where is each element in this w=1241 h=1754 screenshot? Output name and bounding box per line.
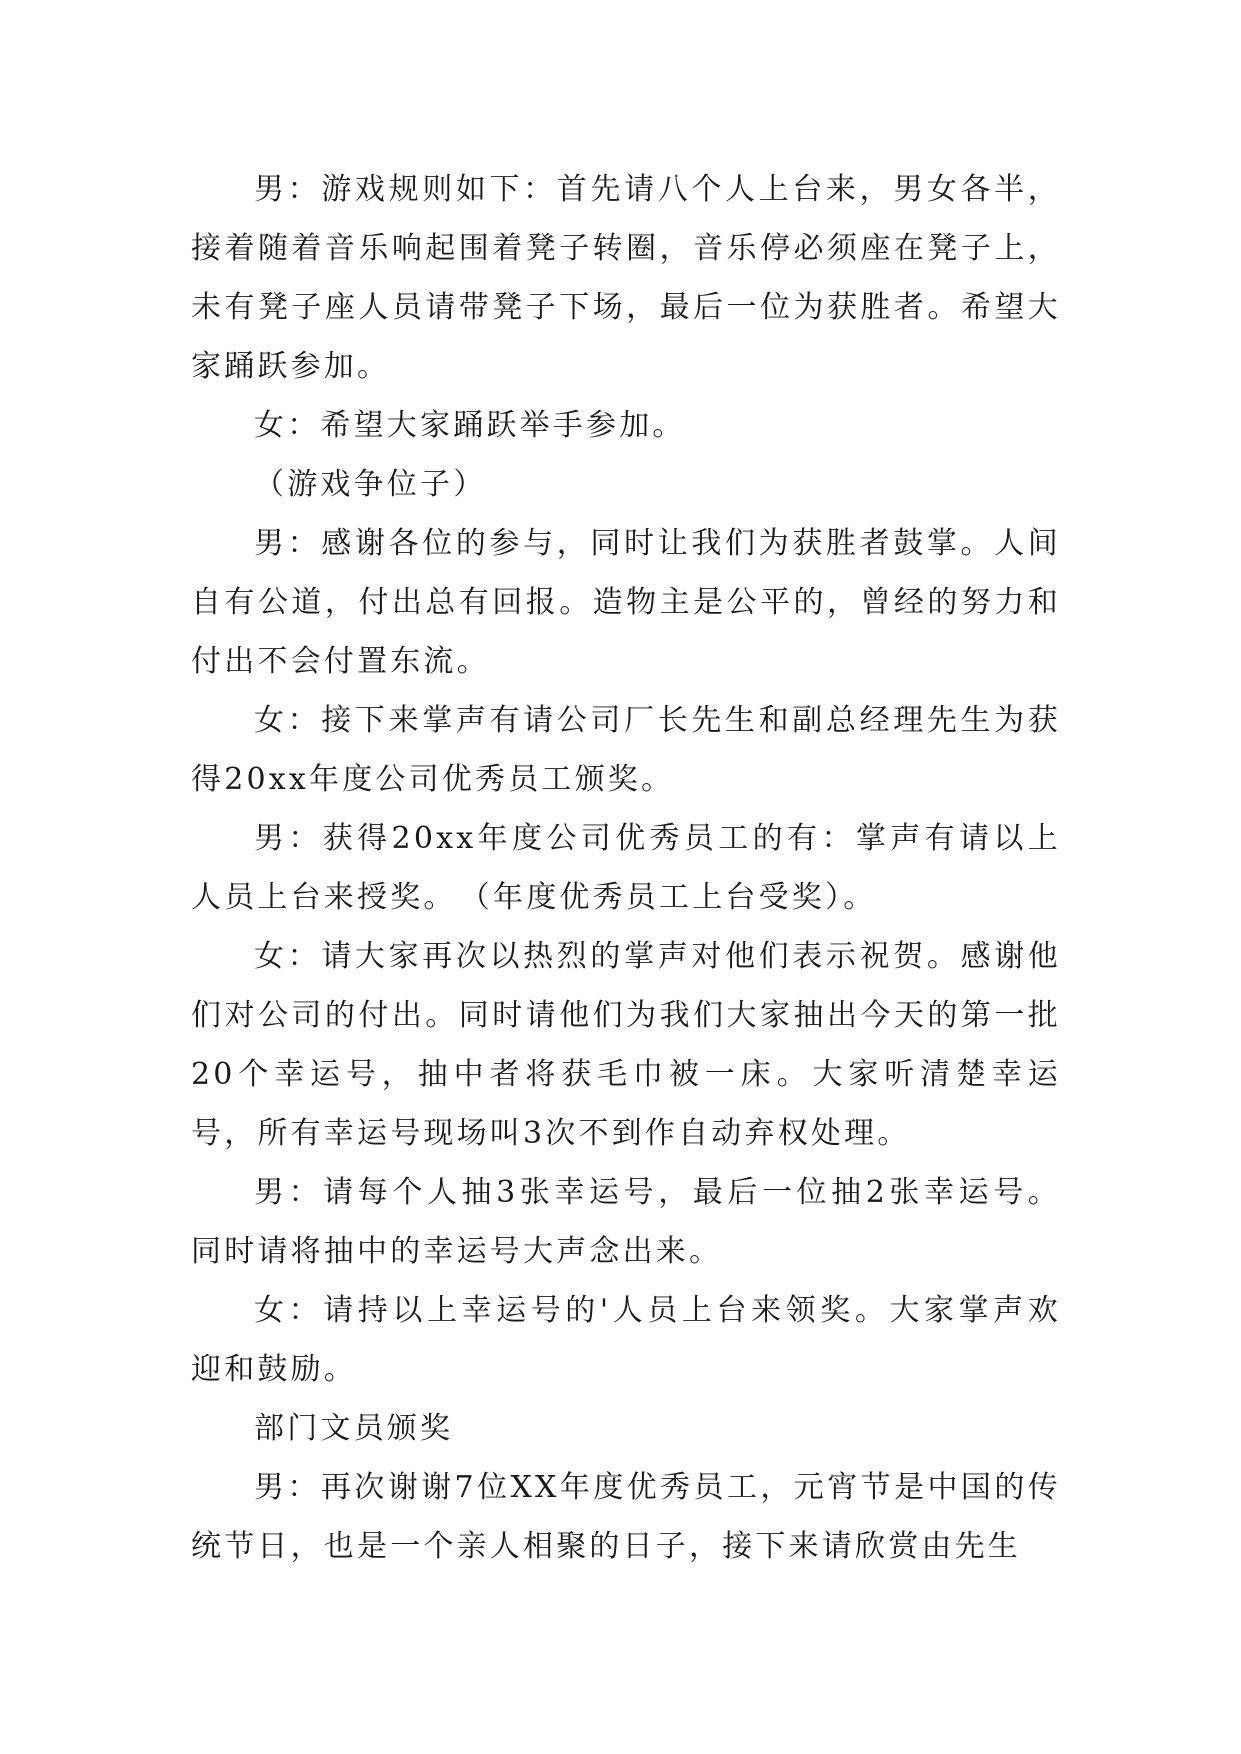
paragraph-award-presenters: 女：接下来掌声有请公司厂长先生和副总经理先生为获得20xx年度公司优秀员工颁奖。 xyxy=(191,703,1061,797)
paragraph-game-note: （游戏争位子） xyxy=(254,467,487,502)
paragraph-game-rules: 男：游戏规则如下：首先请八个人上台来，男女各半，接着随着音乐响起围着凳子转圈，音乐停必须座在凳子上，未有凳子座人员请带凳子下场，最后一位为获胜者。希望大家踊跃参加。 xyxy=(191,172,1061,384)
paragraph-draw-instructions: 男：请每个人抽3张幸运号，最后一位抽2张幸运号。同时请将抽中的幸运号大声念出来。 xyxy=(191,1175,1061,1269)
paragraph-lantern-festival: 男：再次谢谢7位XX年度优秀员工，元宵节是中国的传统节日，也是一个亲人相聚的日子，接下来请欣赏由先生 xyxy=(191,1470,1061,1564)
section-heading-clerk-award: 部门文员颁奖 xyxy=(254,1411,454,1446)
paragraph-thanks-winner: 男：感谢各位的参与，同时让我们为获胜者鼓掌。人间自有公道，付出总有回报。造物主是公平的，曾经的努力和付出不会付置东流。 xyxy=(191,526,1061,679)
paragraph-invite-participation: 女：希望大家踊跃举手参加。 xyxy=(254,408,686,443)
paragraph-lucky-draw: 女：请大家再次以热烈的掌声对他们表示祝贺。感谢他们对公司的付出。同时请他们为我们大家抽出今天的第一批20个幸运号，抽中者将获毛巾被一床。大家听清楚幸运号，所有幸运号现场叫3次不到作自动弃权处理。 xyxy=(191,939,1061,1151)
document-body xyxy=(191,160,1061,1576)
paragraph-collect-prize: 女：请持以上幸运号的'人员上台来领奖。大家掌声欢迎和鼓励。 xyxy=(191,1293,1061,1387)
paragraph-award-winners: 男：获得20xx年度公司优秀员工的有：掌声有请以上人员上台来授奖。 （年度优秀员工上台受奖）。 xyxy=(191,821,1061,915)
